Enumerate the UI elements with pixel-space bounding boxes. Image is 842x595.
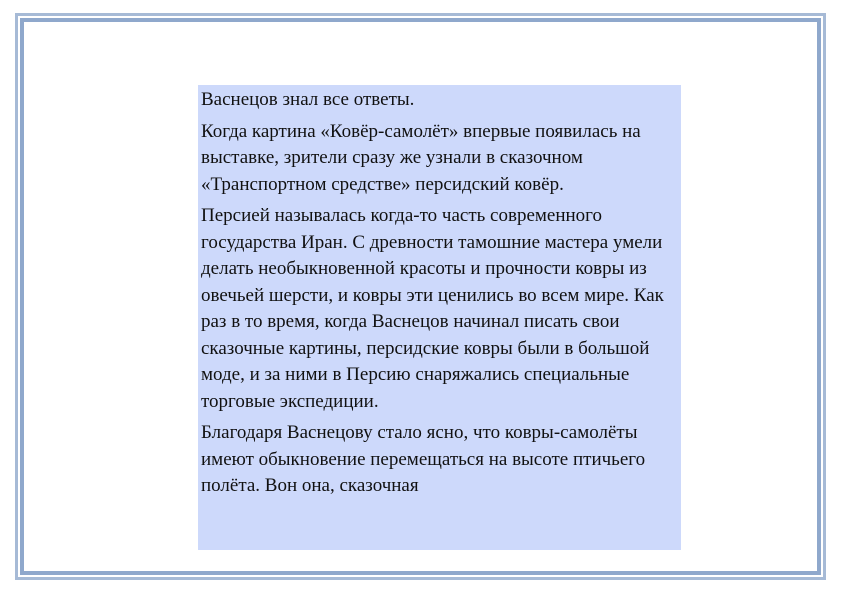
text-box bbox=[198, 85, 681, 550]
paragraph-2: Когда картина «Ковёр-самолёт» впервые появилась на выставке, зрители сразу же узнали в сказочном «Транспортном средстве» персидский ковёр. bbox=[201, 120, 641, 195]
paragraph-3: Персией называлась когда-то часть современного государства Иран. С древности тамошние мастера умели делать необыкновенной красоты и прочности ковры из овечьей шерсти, и ковры эти ценились во всем мире. Как раз в то время, когда Васнецов начинал писать свои сказочные картины, персидские ковры были в большой моде, и за ними в Персию снаряжались специальные торговые экспедиции. bbox=[201, 205, 664, 412]
paragraph-1: Васнецов знал все ответы. bbox=[201, 89, 415, 110]
paragraph-4: Благодаря Васнецову стало ясно, что ковры-самолёты имеют обыкновение перемещаться на высоте птичьего полёта. Вон она, сказочная bbox=[201, 422, 646, 496]
